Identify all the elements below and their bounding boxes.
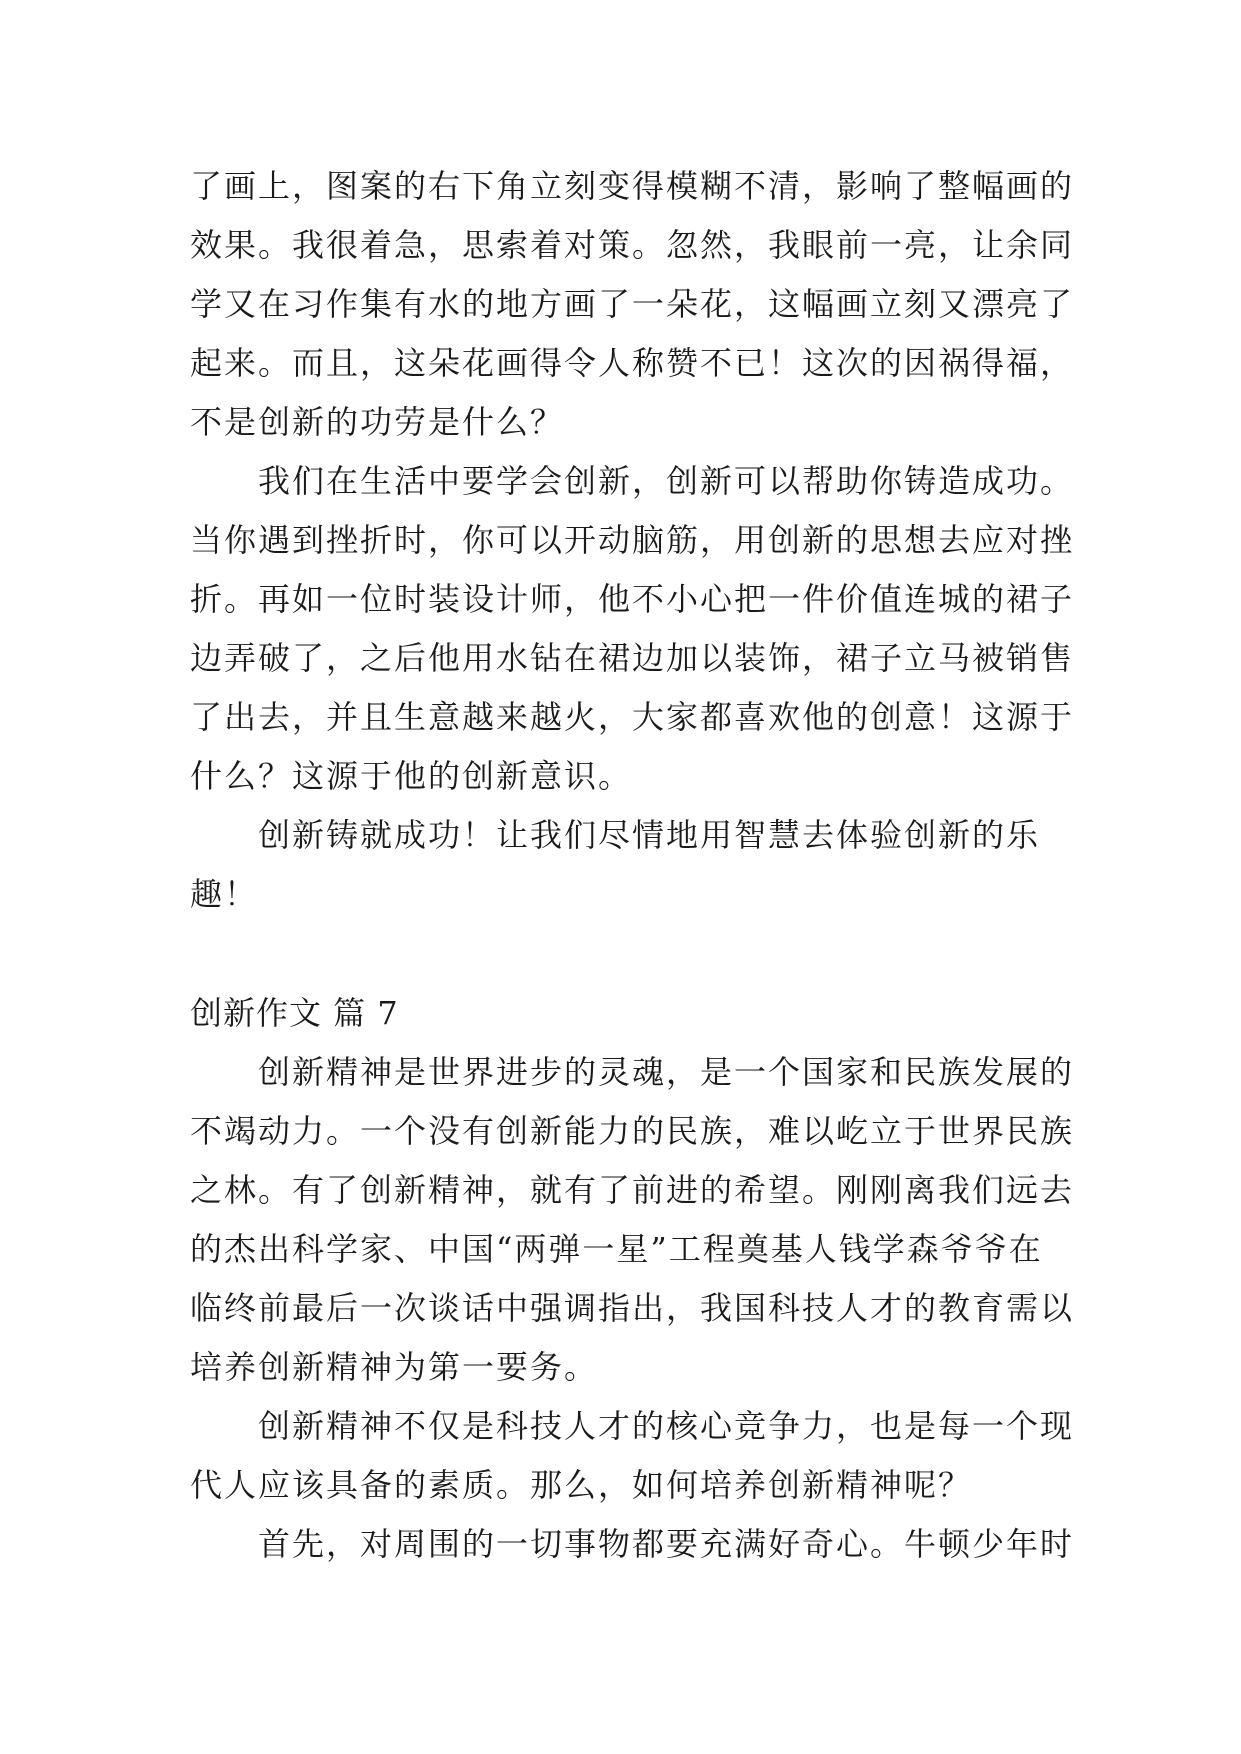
paragraph: [190, 1397, 1075, 1515]
section-heading: 创新作文 篇 7: [190, 994, 399, 1032]
text-line: 趣！: [190, 875, 259, 913]
section-gap: [190, 924, 1075, 984]
document-body: [190, 157, 1075, 1574]
text-line: 之林。有了创新精神，就有了前进的希望。刚刚离我们远去: [190, 1171, 1075, 1209]
paragraph: [190, 452, 1075, 806]
text-line: 创新精神是世界进步的灵魂，是一个国家和民族发展的: [258, 1053, 1075, 1091]
paragraph: [190, 1043, 1075, 1397]
paragraph: [190, 1515, 1075, 1574]
paragraph: [190, 806, 1075, 924]
text-line: 了出去，并且生意越来越火，大家都喜欢他的创意！这源于: [190, 698, 1075, 736]
text-line: 折。再如一位时装设计师，他不小心把一件价值连城的裙子: [190, 580, 1075, 618]
text-line: 代人应该具备的素质。那么，如何培养创新精神呢？: [190, 1466, 973, 1504]
text-line: 创新精神不仅是科技人才的核心竞争力，也是每一个现: [258, 1407, 1075, 1445]
text-line: 边弄破了，之后他用水钻在裙边加以装饰，裙子立马被销售: [190, 639, 1075, 677]
text-line: 创新铸就成功！让我们尽情地用智慧去体验创新的乐: [258, 816, 1041, 854]
text-line: 我们在生活中要学会创新，创新可以帮助你铸造成功。: [258, 462, 1075, 500]
text-line: 效果。我很着急，思索着对策。忽然，我眼前一亮，让余同: [190, 226, 1075, 264]
text-line: 不竭动力。一个没有创新能力的民族，难以屹立于世界民族: [190, 1112, 1075, 1150]
text-line: 首先，对周围的一切事物都要充满好奇心。牛顿少年时: [258, 1525, 1075, 1563]
text-line: 了画上，图案的右下角立刻变得模糊不清，影响了整幅画的: [190, 167, 1075, 205]
text-line: 起来。而且，这朵花画得令人称赞不已！这次的因祸得福，: [190, 344, 1075, 382]
text-line: 临终前最后一次谈话中强调指出，我国科技人才的教育需以: [190, 1289, 1075, 1327]
paragraph-continuation: [190, 157, 1075, 452]
text-line: 不是创新的功劳是什么？: [190, 403, 565, 441]
text-line: 的杰出科学家、中国“两弹一星”工程奠基人钱学森爷爷在: [190, 1230, 1043, 1268]
text-line: 当你遇到挫折时，你可以开动脑筋，用创新的思想去应对挫: [190, 521, 1075, 559]
text-line: 什么？这源于他的创新意识。: [190, 757, 633, 795]
text-line: 学又在习作集有水的地方画了一朵花，这幅画立刻又漂亮了: [190, 285, 1075, 323]
text-line: 培养创新精神为第一要务。: [190, 1348, 599, 1386]
